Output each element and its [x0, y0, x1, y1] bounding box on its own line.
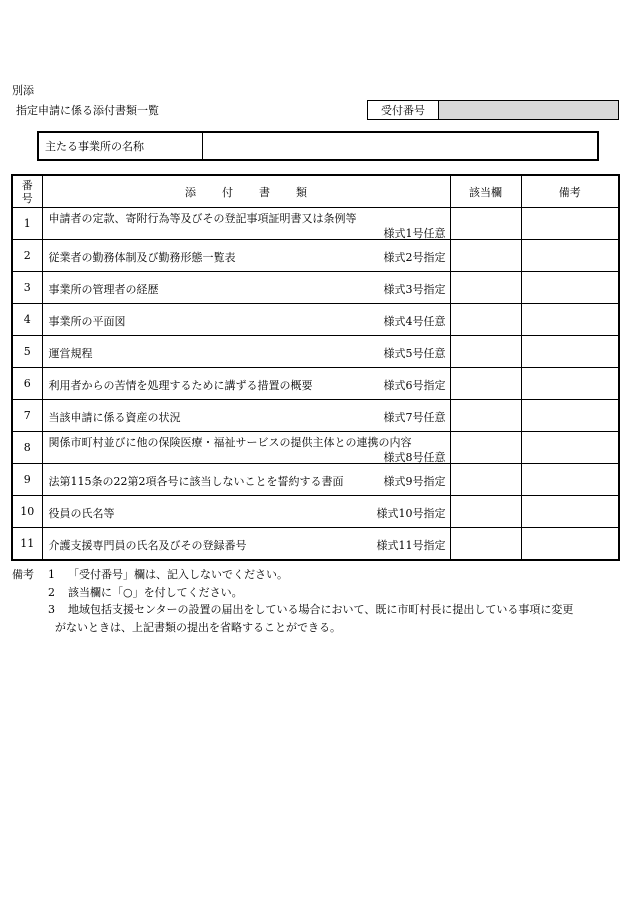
document-name: 従業者の勤務体制及び勤務形態一覧表 [48, 251, 236, 264]
applicable-cell[interactable] [450, 272, 521, 304]
applicable-cell[interactable] [450, 304, 521, 336]
table-row [12, 368, 619, 400]
applicable-cell[interactable] [450, 240, 521, 272]
note-item [12, 619, 622, 637]
attachments-table [11, 174, 620, 561]
row-number: 8 [12, 432, 42, 464]
document-form: 様式3号指定 [383, 283, 446, 296]
attachment-label: 別添 [12, 84, 34, 97]
document-name: 役員の氏名等 [48, 507, 115, 520]
table-row [12, 240, 619, 272]
remarks-cell[interactable] [521, 304, 619, 336]
document-cell [42, 240, 450, 272]
document-cell [42, 464, 450, 496]
note-text: 地域包括支援センターの設置の届出をしている場合において、既に市町村長に提出している事項に変更 [68, 603, 574, 616]
applicable-cell[interactable] [450, 368, 521, 400]
table-header-row [12, 175, 619, 208]
applicable-cell[interactable] [450, 464, 521, 496]
document-cell [42, 272, 450, 304]
document-name: 介護支援専門員の氏名及びその登録番号 [48, 539, 247, 552]
document-cell [42, 528, 450, 561]
remarks-cell[interactable] [521, 368, 619, 400]
document-form: 様式7号任意 [383, 411, 446, 424]
document-cell [42, 432, 450, 464]
applicable-cell[interactable] [450, 432, 521, 464]
remarks-cell[interactable] [521, 272, 619, 304]
document-form: 様式8号任意 [383, 451, 446, 464]
header-applicable: 該当欄 [450, 175, 521, 208]
table-row [12, 208, 619, 240]
note-item [12, 566, 622, 584]
note-number: 1 [48, 568, 55, 581]
applicable-cell[interactable] [450, 400, 521, 432]
receipt-number-field[interactable] [439, 101, 618, 119]
document-name: 申請者の定款、寄附行為等及びその登記事項証明書又は条例等 [48, 212, 357, 225]
applicable-cell[interactable] [450, 496, 521, 528]
applicable-cell[interactable] [450, 336, 521, 368]
receipt-number-label: 受付番号 [368, 101, 439, 119]
document-form: 様式2号指定 [383, 251, 446, 264]
document-form: 様式5号任意 [383, 347, 446, 360]
row-number: 11 [12, 528, 42, 561]
note-number: 2 [48, 585, 55, 599]
applicable-cell[interactable] [450, 528, 521, 561]
office-name-field[interactable] [203, 133, 597, 159]
table-row [12, 272, 619, 304]
document-title: 指定申請に係る添付書類一覧 [16, 104, 159, 117]
notes-label: 備考 [12, 568, 34, 581]
table-row [12, 496, 619, 528]
table-row [12, 464, 619, 496]
table-row [12, 528, 619, 561]
document-form: 様式10号指定 [376, 507, 446, 520]
header-documents: 添付書類 [42, 175, 450, 208]
document-name: 当該申請に係る資産の状況 [48, 411, 181, 424]
table-row [12, 304, 619, 336]
document-cell [42, 208, 450, 240]
document-cell [42, 496, 450, 528]
header-remarks: 備考 [521, 175, 619, 208]
row-number: 1 [12, 208, 42, 240]
document-form: 様式9号指定 [383, 475, 446, 488]
remarks-cell[interactable] [521, 464, 619, 496]
document-form: 様式4号任意 [383, 315, 446, 328]
remarks-cell[interactable] [521, 240, 619, 272]
remarks-cell[interactable] [521, 496, 619, 528]
document-form: 様式6号指定 [383, 379, 446, 392]
row-number: 7 [12, 400, 42, 432]
note-continuation: がないときは、上記書類の提出を省略することができる。 [55, 620, 341, 634]
remarks-cell[interactable] [521, 528, 619, 561]
note-item [12, 601, 622, 619]
document-cell [42, 304, 450, 336]
document-cell [42, 336, 450, 368]
document-name: 事業所の平面図 [48, 315, 126, 328]
office-name-label: 主たる事業所の名称 [39, 133, 203, 159]
row-number: 10 [12, 496, 42, 528]
document-name: 運営規程 [48, 347, 93, 360]
table-row [12, 336, 619, 368]
remarks-cell[interactable] [521, 432, 619, 464]
note-text: 該当欄に「○」を付してください。 [68, 585, 243, 599]
note-number: 3 [48, 603, 55, 616]
document-form: 様式1号任意 [383, 227, 446, 240]
document-cell [42, 368, 450, 400]
document-name: 法第115条の22第2項各号に該当しないことを誓約する書面 [48, 475, 344, 488]
remarks-cell[interactable] [521, 400, 619, 432]
notes-section [12, 566, 622, 636]
note-text: 「受付番号」欄は、記入しないでください。 [68, 568, 288, 581]
document-name: 事業所の管理者の経歴 [48, 283, 159, 296]
table-row [12, 432, 619, 464]
remarks-cell[interactable] [521, 208, 619, 240]
row-number: 2 [12, 240, 42, 272]
note-item [12, 584, 622, 602]
table-row [12, 400, 619, 432]
document-name: 関係市町村並びに他の保険医療・福祉サービスの提供主体との連携の内容 [48, 436, 412, 449]
row-number: 9 [12, 464, 42, 496]
row-number: 5 [12, 336, 42, 368]
receipt-number-box [367, 100, 619, 120]
document-form: 様式11号指定 [376, 539, 446, 552]
office-name-box [37, 131, 599, 161]
document-name: 利用者からの苦情を処理するために講ずる措置の概要 [48, 379, 313, 392]
applicable-cell[interactable] [450, 208, 521, 240]
document-cell [42, 400, 450, 432]
header-number: 番号 [12, 175, 42, 208]
row-number: 6 [12, 368, 42, 400]
remarks-cell[interactable] [521, 336, 619, 368]
row-number: 4 [12, 304, 42, 336]
row-number: 3 [12, 272, 42, 304]
